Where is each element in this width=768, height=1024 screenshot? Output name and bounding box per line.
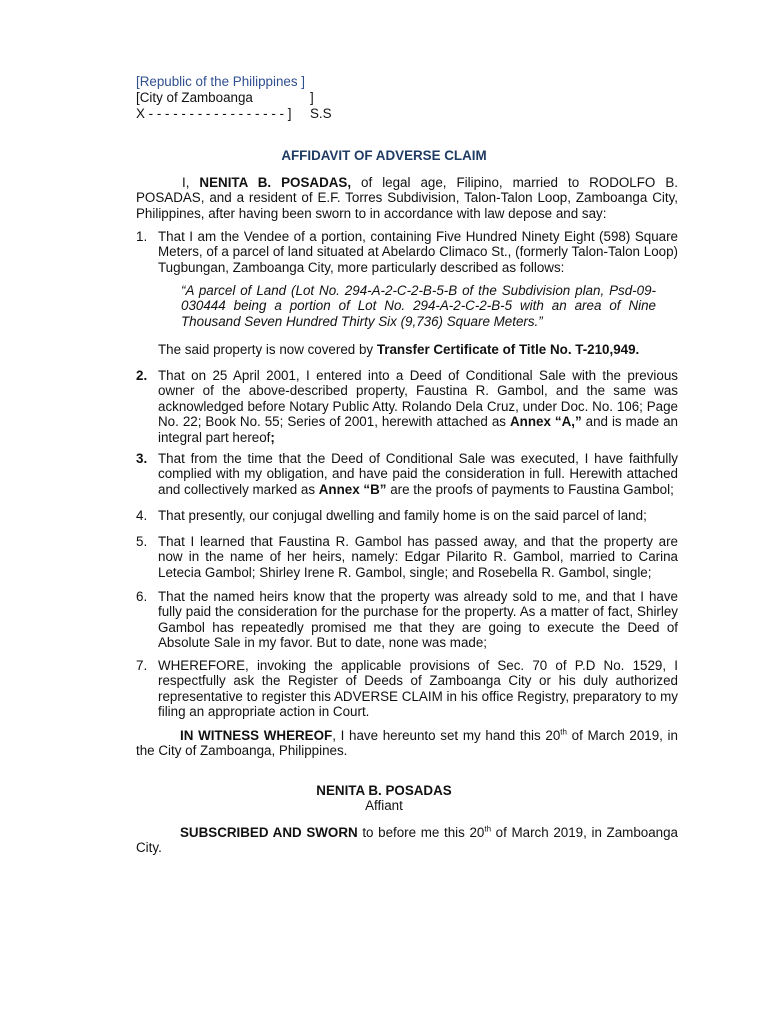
item-4-text: That presently, our conjugal dwelling and family home is on the said parcel of land; bbox=[158, 508, 647, 523]
intro-text-start: I, bbox=[182, 175, 200, 190]
item-7-text: WHEREFORE, invoking the applicable provisions of Sec. 70 of P.D No. 1529, I respectfully ask the Register of Deeds of Zamboanga City or his duly authorized representative to register this ADVERSE CLAIM in his office Registry, preparatory to my filing an appropriate action in Court. bbox=[158, 658, 678, 720]
jurat-text-end: of March 2019, in Zamboanga City. bbox=[136, 825, 679, 856]
jurat-ordinal: th bbox=[484, 824, 492, 834]
witness-lead: IN WITNESS WHEREOF bbox=[180, 728, 333, 743]
coverage-text: The said property is now covered by bbox=[158, 342, 377, 357]
affiant-name: NENITA B. POSADAS, bbox=[199, 175, 352, 190]
item-2-semicolon: ; bbox=[270, 429, 275, 445]
property-description-quote: “A parcel of Land (Lot No. 294-A-2-C-2-B-5-B of the Subdivision plan, Psd-09-030444 being a portion of Lot No. 294-A-2-C-2-B-5 with an area of Nine Thousand Seven Hundred Thirty Six (9,736) Square Meters.” bbox=[181, 283, 656, 329]
item-5-text: That I learned that Faustina R. Gambol has passed away, and that the property are now in the name of her heirs, namely: Edgar Pilarito R. Gambol, married to Carina Letecia Gambol; Shirley Irene R. Gambol, single; and Rosebella R. Gambol, single; bbox=[158, 534, 678, 580]
venue-ss: ] S.S bbox=[310, 90, 332, 121]
witness-text-end: of March 2019, in the City of Zamboanga, Philippines. bbox=[136, 728, 678, 759]
item-number: 7. bbox=[136, 658, 148, 673]
witness-text: , I have hereunto set my hand this 20 bbox=[332, 728, 561, 743]
intro-text-end: of legal age, Filipino, married to RODOLFO B. POSADAS, and a resident of E.F. Torres Subdivision, Talon-Talon Loop, Zamboanga City, Philippines, after having been sworn to in accordance with law depose and say: bbox=[136, 175, 678, 221]
item-3-body: That from the time that the Deed of Conditional Sale was executed, I have faithfully complied with my obligation, and have paid the consideration in full. Herewith attached and collectively marked as bbox=[158, 451, 678, 497]
document-title: AFFIDAVIT OF ADVERSE CLAIM bbox=[281, 148, 487, 163]
item-1-text: That I am the Vendee of a portion, containing Five Hundred Ninety Eight (598) Square Meters, of a parcel of land situated at Abelardo Climaco St., (formerly Talon-Talon Loop) Tugbungan, Zamboanga City, more particularly described as follows: bbox=[158, 229, 678, 275]
item-6-text: That the named heirs know that the property was already sold to me, and that I have fully paid the consideration for the purchase for the property. As a matter of fact, Shirley Gambol has repeatedly promised me that they are going to execute the Deed of Absolute Sale in my favor. But to date, none was made; bbox=[158, 589, 678, 651]
signatory-name: NENITA B. POSADAS bbox=[316, 783, 452, 798]
item-number: 4. bbox=[136, 508, 148, 523]
item-number: 2. bbox=[136, 368, 148, 383]
jurat-clause bbox=[136, 825, 678, 856]
item-2-body: That on 25 April 2001, I entered into a Deed of Conditional Sale with the previous owner of the above-described property, Faustina R. Gambol, and the same was acknowledged before Notary Public Atty. Rolando Dela Cruz, under Doc. No. 106; Page No. 22; Book No. 55; Series of 2001, herewith attached as bbox=[158, 368, 678, 430]
venue-divider: X - - - - - - - - - - - - - - - - - ] bbox=[136, 106, 292, 121]
annex-b-label: Annex “B” bbox=[318, 481, 387, 497]
item-number: 3. bbox=[136, 451, 148, 466]
signatory-role: Affiant bbox=[365, 798, 403, 813]
jurat-lead: SUBSCRIBED AND SWORN bbox=[180, 825, 358, 840]
intro-paragraph bbox=[136, 175, 678, 221]
title-coverage-line bbox=[158, 342, 678, 357]
item-2-tail: and is made an integral part hereof bbox=[158, 414, 678, 445]
item-3-tail: are the proofs of payments to Faustina Gambol; bbox=[386, 481, 674, 497]
annex-a-label: Annex “A,” bbox=[509, 414, 582, 430]
item-2-text bbox=[158, 368, 678, 445]
venue-city: [City of Zamboanga bbox=[136, 90, 253, 105]
item-number: 6. bbox=[136, 589, 148, 604]
item-number: 1. bbox=[136, 229, 148, 244]
jurat-text: to before me this 20 bbox=[357, 825, 485, 840]
tct-number: Transfer Certificate of Title No. T-210,949. bbox=[376, 342, 640, 357]
witness-clause bbox=[136, 728, 678, 759]
item-number: 5. bbox=[136, 534, 148, 549]
venue-country: [Republic of the Philippines ] bbox=[136, 74, 305, 89]
witness-ordinal: th bbox=[560, 727, 567, 737]
item-3-text bbox=[158, 451, 678, 497]
venue-block bbox=[136, 74, 332, 122]
